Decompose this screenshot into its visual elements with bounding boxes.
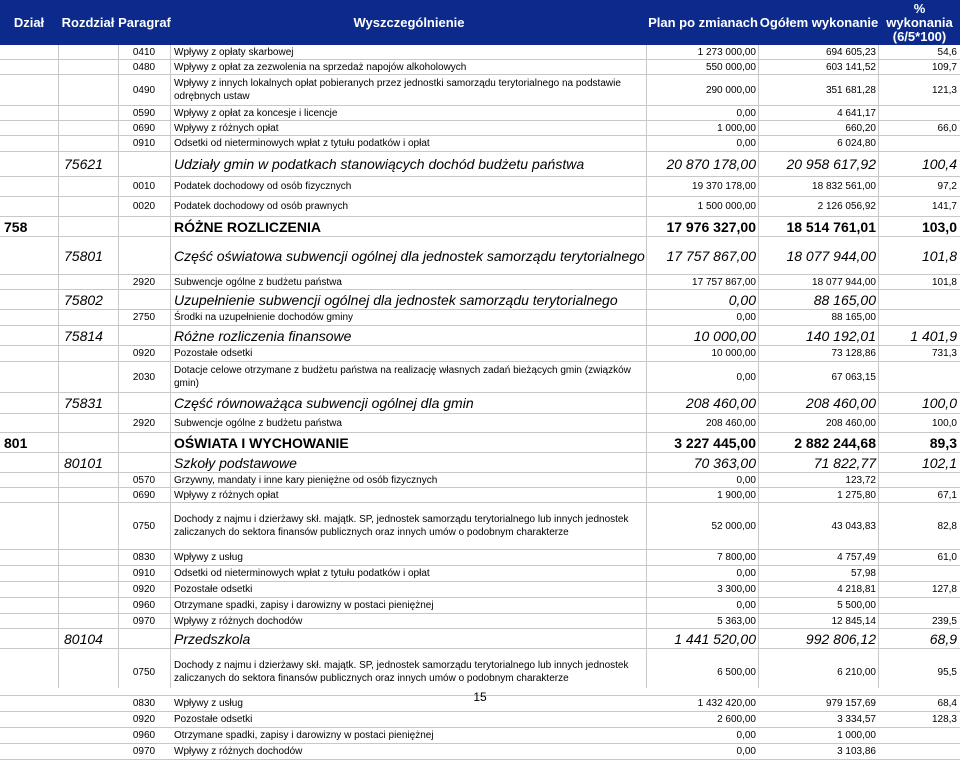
cell-procent: 100,0 <box>921 395 957 411</box>
cell-wykonanie: 694 605,23 <box>825 46 876 58</box>
cell-rozdzial <box>58 598 118 613</box>
cell-plan: 208 460,00 <box>705 417 756 429</box>
cell-dzial <box>0 290 58 309</box>
cell-description: Szkoły podstawowe <box>174 454 297 471</box>
cell-wykonanie: 18 077 944,00 <box>786 247 876 264</box>
cell-plan: 19 370 178,00 <box>692 181 756 192</box>
cell-dzial <box>0 121 58 135</box>
cell-paragraf <box>118 629 170 648</box>
cell-wykonanie: 2 126 056,92 <box>817 201 876 212</box>
cell-dzial <box>0 197 58 216</box>
cell-wykonanie: 88 165,00 <box>813 291 876 308</box>
cell-paragraf <box>118 237 170 274</box>
cell-description: Subwencje ogólne z budżetu państwa <box>174 417 342 429</box>
cell-procent: 95,5 <box>937 666 957 678</box>
cell-procent: 731,3 <box>931 348 957 359</box>
table-row <box>0 582 960 598</box>
cell-paragraf <box>118 217 170 236</box>
cell-dzial <box>0 550 58 565</box>
cell-plan: 70 363,00 <box>693 454 756 471</box>
cell-procent: 109,7 <box>931 61 957 73</box>
cell-procent <box>879 744 960 759</box>
cell-plan: 1 432 420,00 <box>697 698 756 709</box>
cell-description: Udziały gmin w podatkach stanowiących dochód budżetu państwa <box>174 156 585 172</box>
cell-description: Część równoważąca subwencji ogólnej dla gmin <box>174 395 474 411</box>
cell-procent: 103,0 <box>921 218 957 235</box>
cell-procent: 97,2 <box>937 181 957 192</box>
cell-plan: 0,00 <box>736 600 756 611</box>
cell-plan: 1 900,00 <box>717 489 756 501</box>
cell-description: Wpływy z opłat za zezwolenia na sprzedaż napojów alkoholowych <box>174 61 467 73</box>
cell-plan: 17 757 867,00 <box>666 247 756 264</box>
cell-rozdzial <box>58 712 118 727</box>
cell-description: Podatek dochodowy od osób fizycznych <box>174 181 352 192</box>
cell-plan: 0,00 <box>736 568 756 579</box>
cell-wykonanie: 20 958 617,92 <box>786 156 876 172</box>
cell-wykonanie: 1 000,00 <box>837 730 876 741</box>
cell-plan: 10 000,00 <box>711 348 756 359</box>
table-row <box>0 488 960 503</box>
cell-rozdzial <box>58 217 118 236</box>
cell-rozdzial <box>58 177 118 196</box>
cell-dzial <box>0 744 58 759</box>
cell-wykonanie: 12 845,14 <box>831 615 876 627</box>
cell-wykonanie: 57,98 <box>850 568 876 579</box>
cell-wykonanie: 123,72 <box>845 474 876 486</box>
cell-procent: 101,8 <box>931 276 957 288</box>
cell-rozdzial <box>58 106 118 120</box>
table-row <box>0 346 960 362</box>
cell-procent: 67,1 <box>937 489 957 501</box>
cell-wykonanie: 3 334,57 <box>837 714 876 725</box>
cell-paragraf: 0970 <box>132 615 156 627</box>
cell-plan: 290 000,00 <box>705 84 756 96</box>
cell-description: Różne rozliczenia finansowe <box>174 327 352 344</box>
cell-procent: 82,8 <box>937 520 957 532</box>
cell-wykonanie: 71 822,77 <box>813 454 876 471</box>
cell-procent: 121,3 <box>931 84 957 96</box>
table-row <box>0 550 960 566</box>
cell-rozdzial <box>58 488 118 502</box>
cell-description: Otrzymane spadki, zapisy i darowizny w postaci pieniężnej <box>174 730 434 741</box>
cell-wykonanie: 351 681,28 <box>825 84 876 96</box>
cell-paragraf: 0970 <box>132 746 156 757</box>
cell-plan: 20 870 178,00 <box>666 156 756 172</box>
cell-dzial <box>0 326 58 345</box>
cell-description: Podatek dochodowy od osób prawnych <box>174 201 349 212</box>
cell-paragraf <box>118 152 170 176</box>
cell-description: Wpływy z opłat za koncesje i licencje <box>174 107 338 119</box>
page-number: 15 <box>473 690 487 704</box>
cell-wykonanie: 660,20 <box>845 122 876 134</box>
cell-rozdzial <box>58 550 118 565</box>
cell-paragraf: 0830 <box>132 552 156 563</box>
header-wykonanie: Ogółem wykonanie <box>759 14 879 30</box>
cell-rozdzial: 75621 <box>64 156 103 172</box>
cell-rozdzial <box>58 503 118 549</box>
cell-wykonanie: 2 882 244,68 <box>794 434 876 451</box>
cell-wykonanie: 18 077 944,00 <box>812 276 876 288</box>
cell-plan: 1 441 520,00 <box>674 630 756 647</box>
table-row <box>0 712 960 728</box>
cell-description: Wpływy z usług <box>174 552 243 563</box>
cell-paragraf: 2920 <box>132 417 156 429</box>
cell-paragraf: 0690 <box>132 122 156 134</box>
cell-plan: 0,00 <box>736 371 756 383</box>
cell-dzial <box>0 453 58 472</box>
cell-procent <box>879 136 960 151</box>
cell-plan: 0,00 <box>728 291 756 308</box>
cell-dzial <box>0 649 58 695</box>
cell-wykonanie: 208 460,00 <box>825 417 876 429</box>
cell-procent: 61,0 <box>937 552 957 563</box>
cell-dzial <box>0 275 58 289</box>
cell-paragraf: 0960 <box>132 730 156 741</box>
table-row <box>0 566 960 582</box>
cell-description: Dochody z najmu i dzierżawy skł. majątk. SP, jednostek samorządu terytorialnego lub innych jednostek zaliczanych do sektora finansów publicznych oraz innych umów o podobnym charakterze <box>174 514 629 538</box>
table-row <box>0 728 960 744</box>
table-row-rozdzial <box>0 629 960 649</box>
header-plan: Plan po zmianach <box>648 14 758 30</box>
cell-description: Wpływy z opłaty skarbowej <box>174 46 294 58</box>
cell-procent: 54,6 <box>937 46 957 58</box>
cell-rozdzial <box>58 566 118 581</box>
cell-wykonanie: 18 514 761,01 <box>786 218 876 235</box>
cell-paragraf <box>118 393 170 413</box>
cell-plan: 0,00 <box>736 746 756 757</box>
cell-paragraf: 0590 <box>132 107 156 119</box>
header-paragraf: Paragraf <box>118 14 171 30</box>
cell-procent <box>879 728 960 743</box>
cell-paragraf: 0750 <box>132 666 156 678</box>
cell-description: Otrzymane spadki, zapisy i darowizny w postaci pieniężnej <box>174 600 434 611</box>
cell-procent: 141,7 <box>931 201 957 212</box>
cell-description: Odsetki od nieterminowych wpłat z tytułu podatków i opłat <box>174 568 430 579</box>
table-row <box>0 45 960 60</box>
cell-dzial <box>0 414 58 432</box>
cell-rozdzial <box>58 275 118 289</box>
cell-paragraf: 0480 <box>132 61 156 73</box>
cell-description: Wpływy z różnych opłat <box>174 489 279 501</box>
cell-rozdzial <box>58 60 118 74</box>
cell-wykonanie: 43 043,83 <box>831 520 876 532</box>
table-row <box>0 598 960 614</box>
table-row <box>0 310 960 326</box>
cell-plan: 3 300,00 <box>717 584 756 595</box>
cell-dzial <box>0 106 58 120</box>
cell-plan: 5 363,00 <box>717 615 756 627</box>
table-row-rozdzial <box>0 152 960 177</box>
cell-plan: 0,00 <box>736 730 756 741</box>
cell-plan: 2 600,00 <box>717 714 756 725</box>
cell-procent: 66,0 <box>937 122 957 134</box>
cell-procent: 127,8 <box>931 584 957 595</box>
cell-rozdzial <box>58 414 118 432</box>
cell-paragraf <box>118 433 170 452</box>
cell-dzial <box>0 728 58 743</box>
table-row <box>0 75 960 106</box>
cell-description: Dotacje celowe otrzymane z budżetu państwa na realizację własnych zadań bieżących gmin (związków gmin) <box>174 365 631 389</box>
cell-description: Wpływy z usług <box>174 698 243 709</box>
cell-procent: 68,9 <box>929 630 957 647</box>
cell-rozdzial: 75831 <box>64 395 103 411</box>
cell-procent <box>879 598 960 613</box>
cell-description: Dochody z najmu i dzierżawy skł. majątk. SP, jednostek samorządu terytorialnego lub innych jednostek zaliczanych do sektora finansów publicznych oraz innych umów o podobnym charakterze <box>174 660 629 684</box>
cell-rozdzial <box>58 582 118 597</box>
cell-rozdzial <box>58 649 118 695</box>
cell-description: Wpływy z różnych dochodów <box>174 746 303 757</box>
cell-plan: 0,00 <box>736 138 756 149</box>
cell-paragraf: 0830 <box>132 698 156 709</box>
table-row-rozdzial <box>0 326 960 346</box>
cell-description: Uzupełnienie subwencji ogólnej dla jednostek samorządu terytorialnego <box>174 291 618 308</box>
cell-description: Grzywny, mandaty i inne kary pieniężne od osób fizycznych <box>174 474 438 486</box>
cell-plan: 0,00 <box>736 474 756 486</box>
cell-dzial <box>0 177 58 196</box>
cell-dzial <box>0 582 58 597</box>
cell-wykonanie: 67 063,15 <box>831 371 876 383</box>
cell-paragraf: 2030 <box>132 371 156 383</box>
cell-procent <box>879 290 960 309</box>
cell-paragraf: 0910 <box>132 138 156 149</box>
cell-plan: 208 460,00 <box>685 395 756 411</box>
cell-dzial <box>0 152 58 176</box>
cell-paragraf: 2750 <box>132 312 156 323</box>
cell-plan: 17 976 327,00 <box>666 218 756 235</box>
table-row <box>0 60 960 75</box>
table-row <box>0 362 960 393</box>
cell-wykonanie: 992 806,12 <box>805 630 876 647</box>
cell-description: Subwencje ogólne z budżetu państwa <box>174 276 342 288</box>
cell-description: Część oświatowa subwencji ogólnej dla jednostek samorządu terytorialnego <box>174 247 645 264</box>
cell-paragraf: 0750 <box>132 520 156 532</box>
cell-plan: 0,00 <box>736 107 756 119</box>
cell-wykonanie: 88 165,00 <box>831 312 876 323</box>
table-row <box>0 136 960 152</box>
cell-dzial: 801 <box>4 434 28 451</box>
cell-description: Pozostałe odsetki <box>174 348 253 359</box>
cell-rozdzial: 75801 <box>64 247 103 264</box>
cell-wykonanie: 979 157,69 <box>825 698 876 709</box>
cell-dzial <box>0 566 58 581</box>
cell-rozdzial <box>58 346 118 361</box>
cell-dzial <box>0 629 58 648</box>
header-wyszczegolnienie: Wyszczególnienie <box>353 14 465 30</box>
cell-description: Przedszkola <box>174 630 251 647</box>
cell-paragraf: 0570 <box>132 474 156 486</box>
cell-wykonanie: 4 218,81 <box>837 584 876 595</box>
cell-paragraf <box>118 290 170 309</box>
cell-procent: 128,3 <box>931 714 957 725</box>
table-row-dzial <box>0 217 960 237</box>
cell-rozdzial <box>58 614 118 628</box>
cell-rozdzial: 75802 <box>64 291 103 308</box>
cell-procent: 1 401,9 <box>910 327 957 344</box>
table-row <box>0 414 960 433</box>
header-rozdzial: Rozdział <box>61 14 115 30</box>
cell-wykonanie: 4 757,49 <box>837 552 876 563</box>
cell-rozdzial <box>58 121 118 135</box>
cell-dzial <box>0 362 58 392</box>
cell-rozdzial <box>58 75 118 105</box>
cell-description: Pozostałe odsetki <box>174 584 253 595</box>
cell-description: Środki na uzupełnienie dochodów gminy <box>174 312 354 323</box>
cell-paragraf: 0910 <box>132 568 156 579</box>
cell-paragraf <box>118 453 170 472</box>
cell-rozdzial: 80104 <box>64 630 103 647</box>
cell-plan: 1 000,00 <box>717 122 756 134</box>
cell-wykonanie: 603 141,52 <box>825 61 876 73</box>
cell-paragraf: 0020 <box>132 201 156 212</box>
cell-dzial <box>0 75 58 105</box>
cell-rozdzial <box>58 197 118 216</box>
cell-dzial: 758 <box>4 218 28 235</box>
table-row-rozdzial <box>0 237 960 275</box>
cell-wykonanie: 6 210,00 <box>837 666 876 678</box>
cell-wykonanie: 5 500,00 <box>837 600 876 611</box>
cell-rozdzial <box>58 310 118 325</box>
table-row-rozdzial <box>0 290 960 310</box>
cell-dzial <box>0 45 58 59</box>
table-row-rozdzial <box>0 393 960 414</box>
table-row <box>0 106 960 121</box>
cell-plan: 10 000,00 <box>693 327 756 344</box>
cell-wykonanie: 73 128,86 <box>831 348 876 359</box>
cell-rozdzial <box>58 473 118 487</box>
cell-procent: 102,1 <box>921 454 957 471</box>
cell-plan: 6 500,00 <box>717 666 756 678</box>
cell-dzial <box>0 473 58 487</box>
cell-wykonanie: 3 103,86 <box>837 746 876 757</box>
table-header <box>0 0 960 45</box>
cell-paragraf: 0490 <box>132 84 156 96</box>
table-row <box>0 614 960 629</box>
cell-dzial <box>0 60 58 74</box>
cell-procent: 89,3 <box>929 434 957 451</box>
cell-description: Wpływy z różnych opłat <box>174 122 279 134</box>
table-row <box>0 744 960 760</box>
cell-rozdzial <box>58 728 118 743</box>
table-row <box>0 177 960 197</box>
cell-dzial <box>0 346 58 361</box>
cell-paragraf: 0960 <box>132 600 156 611</box>
cell-dzial <box>0 393 58 413</box>
cell-description: Wpływy z innych lokalnych opłat pobieranych przez jednostki samorządu terytorialnego na podstawie odrębnych ustaw <box>174 78 621 102</box>
cell-paragraf: 0410 <box>132 46 156 58</box>
cell-procent: 68,4 <box>937 698 957 709</box>
cell-dzial <box>0 598 58 613</box>
table-row <box>0 649 960 696</box>
cell-wykonanie: 18 832 561,00 <box>812 181 876 192</box>
cell-plan: 1 500 000,00 <box>697 201 756 212</box>
cell-dzial <box>0 237 58 274</box>
cell-paragraf: 2920 <box>132 276 156 288</box>
cell-procent: 239,5 <box>931 615 957 627</box>
cell-dzial <box>0 614 58 628</box>
cell-description: OŚWIATA I WYCHOWANIE <box>174 434 349 451</box>
cell-procent <box>879 362 960 392</box>
cell-wykonanie: 1 275,80 <box>837 489 876 501</box>
cell-dzial <box>0 503 58 549</box>
cell-paragraf: 0920 <box>132 584 156 595</box>
cell-procent: 100,0 <box>931 417 957 429</box>
cell-rozdzial <box>58 362 118 392</box>
table-row <box>0 503 960 550</box>
cell-paragraf: 0010 <box>132 181 156 192</box>
cell-plan: 7 800,00 <box>717 552 756 563</box>
cell-paragraf: 0920 <box>132 348 156 359</box>
cell-plan: 17 757 867,00 <box>692 276 756 288</box>
cell-wykonanie: 208 460,00 <box>805 395 876 411</box>
cell-procent: 101,8 <box>921 247 957 264</box>
cell-paragraf: 0690 <box>132 489 156 501</box>
table-row <box>0 197 960 217</box>
cell-rozdzial: 75814 <box>64 327 103 344</box>
cell-rozdzial <box>58 744 118 759</box>
cell-dzial <box>0 310 58 325</box>
cell-procent <box>879 310 960 325</box>
header-procent: % wykonania (6/5*100) <box>886 0 953 44</box>
table-row-rozdzial <box>0 453 960 473</box>
cell-description: Odsetki od nieterminowych wpłat z tytułu podatków i opłat <box>174 138 430 149</box>
cell-plan: 0,00 <box>736 312 756 323</box>
cell-rozdzial <box>58 45 118 59</box>
cell-wykonanie: 140 192,01 <box>805 327 876 344</box>
cell-paragraf <box>118 326 170 345</box>
cell-rozdzial: 80101 <box>64 454 103 471</box>
cell-procent <box>879 473 960 487</box>
cell-procent <box>879 106 960 120</box>
header-dzial: Dział <box>13 14 45 30</box>
cell-dzial <box>0 712 58 727</box>
cell-rozdzial <box>58 433 118 452</box>
table-row <box>0 473 960 488</box>
cell-dzial <box>0 488 58 502</box>
cell-plan: 52 000,00 <box>711 520 756 532</box>
cell-paragraf: 0920 <box>132 714 156 725</box>
cell-wykonanie: 6 024,80 <box>837 138 876 149</box>
cell-plan: 550 000,00 <box>705 61 756 73</box>
cell-rozdzial <box>58 136 118 151</box>
cell-wykonanie: 4 641,17 <box>837 107 876 119</box>
table-row-dzial <box>0 433 960 453</box>
cell-plan: 1 273 000,00 <box>697 46 756 58</box>
cell-plan: 3 227 445,00 <box>674 434 756 451</box>
cell-procent: 100,4 <box>921 156 957 172</box>
table-row <box>0 275 960 290</box>
cell-description: RÓŻNE ROZLICZENIA <box>174 218 321 235</box>
cell-dzial <box>0 136 58 151</box>
cell-description: Wpływy z różnych dochodów <box>174 615 303 627</box>
table-row <box>0 121 960 136</box>
cell-procent <box>879 566 960 581</box>
cell-description: Pozostałe odsetki <box>174 714 253 725</box>
